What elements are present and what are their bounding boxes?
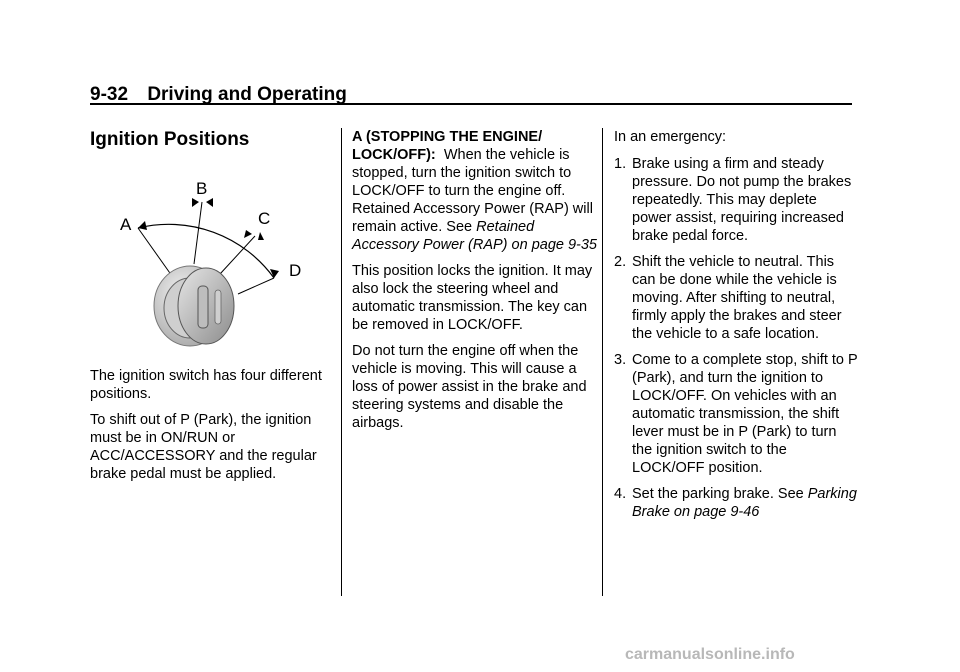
column-2 — [352, 128, 597, 432]
list-item — [614, 485, 859, 521]
chapter-title: Driving and Operating — [147, 84, 347, 105]
arrow-c-right-icon — [258, 232, 264, 240]
arrow-a-icon — [138, 221, 147, 230]
step-text: Shift the vehicle to neutral. This can be done while the vehicle is moving. After shifting to neutral, firmly apply the brakes and steer the vehicle to a safe location. — [632, 254, 842, 342]
column-1 — [90, 128, 330, 152]
arrow-b-right-icon — [206, 198, 213, 207]
step-text: Come to a complete stop, shift to P (Park), and turn the ignition to LOCK/OFF. On vehicles with an automatic transmission, the shift lever must be in P (Park) to turn the ignition switch to the LOCK/OFF position. — [632, 352, 858, 476]
page-number: 9-32 — [90, 84, 129, 105]
label-b: B — [196, 179, 208, 198]
rap-reference-link[interactable]: Retained Accessory Power (RAP) on page 9‑35 — [352, 219, 597, 253]
step-number: 2. — [614, 254, 627, 270]
position-a-text: When the vehicle is stopped, turn the ignition switch to LOCK/OFF to turn the engine off. Retained Accessory Power (RAP) will remain active. See — [352, 147, 593, 235]
leader-b — [194, 202, 202, 264]
step-text — [632, 485, 859, 521]
list-item — [614, 253, 859, 343]
step-number: 1. — [614, 156, 627, 172]
position-a-heading: A (STOPPING THE ENGINE/ LOCK/OFF): — [352, 129, 543, 163]
column-divider-2 — [602, 128, 603, 596]
emergency-intro: In an emergency: — [614, 129, 727, 145]
column-3 — [614, 128, 859, 521]
ignition-switch-illustration — [112, 178, 312, 350]
arrow-b-left-icon — [192, 198, 199, 207]
column-1-text — [90, 367, 335, 483]
label-c: C — [258, 209, 271, 228]
positions-paragraph: The ignition switch has four different positions. — [90, 368, 322, 402]
step-number: 4. — [614, 486, 627, 502]
label-a: A — [120, 215, 132, 234]
warning-paragraph: Do not turn the engine off when the vehicle is moving. This will cause a loss of power assist in the brake and steering systems and disable the airbags. — [352, 343, 587, 431]
section-title: Ignition Positions — [90, 129, 250, 150]
arrow-c-left-icon — [244, 230, 252, 238]
leader-c — [220, 236, 255, 274]
park-paragraph: To shift out of P (Park), the ignition must be in ON/RUN or ACC/ACCESSORY and the regular brake pedal must be applied. — [90, 412, 317, 482]
label-d: D — [289, 261, 302, 280]
ignition-diagram — [112, 178, 312, 350]
emergency-steps — [614, 155, 859, 521]
list-item — [614, 155, 859, 245]
header-rule — [90, 103, 852, 105]
parking-brake-reference-link[interactable]: Parking Brake on page 9‑46 — [632, 486, 857, 520]
step-text: Brake using a firm and steady pressure. Do not pump the brakes repeatedly. This may deplete power assist, requiring increased brake pedal force. — [632, 156, 852, 244]
list-item — [614, 351, 859, 477]
step-number: 3. — [614, 352, 627, 368]
watermark: carmanualsonline.info — [625, 646, 795, 663]
step-4-text: Set the parking brake. See — [632, 486, 804, 502]
leader-d — [238, 278, 274, 294]
leader-a — [138, 228, 172, 276]
stopping-engine-paragraph — [352, 128, 597, 254]
lock-paragraph: This position locks the ignition. It may also lock the steering wheel and automatic transmission. The key can be removed in LOCK/OFF. — [352, 263, 593, 333]
column-divider-1 — [341, 128, 342, 596]
key-slot — [198, 286, 208, 328]
key-ridge — [215, 290, 221, 324]
